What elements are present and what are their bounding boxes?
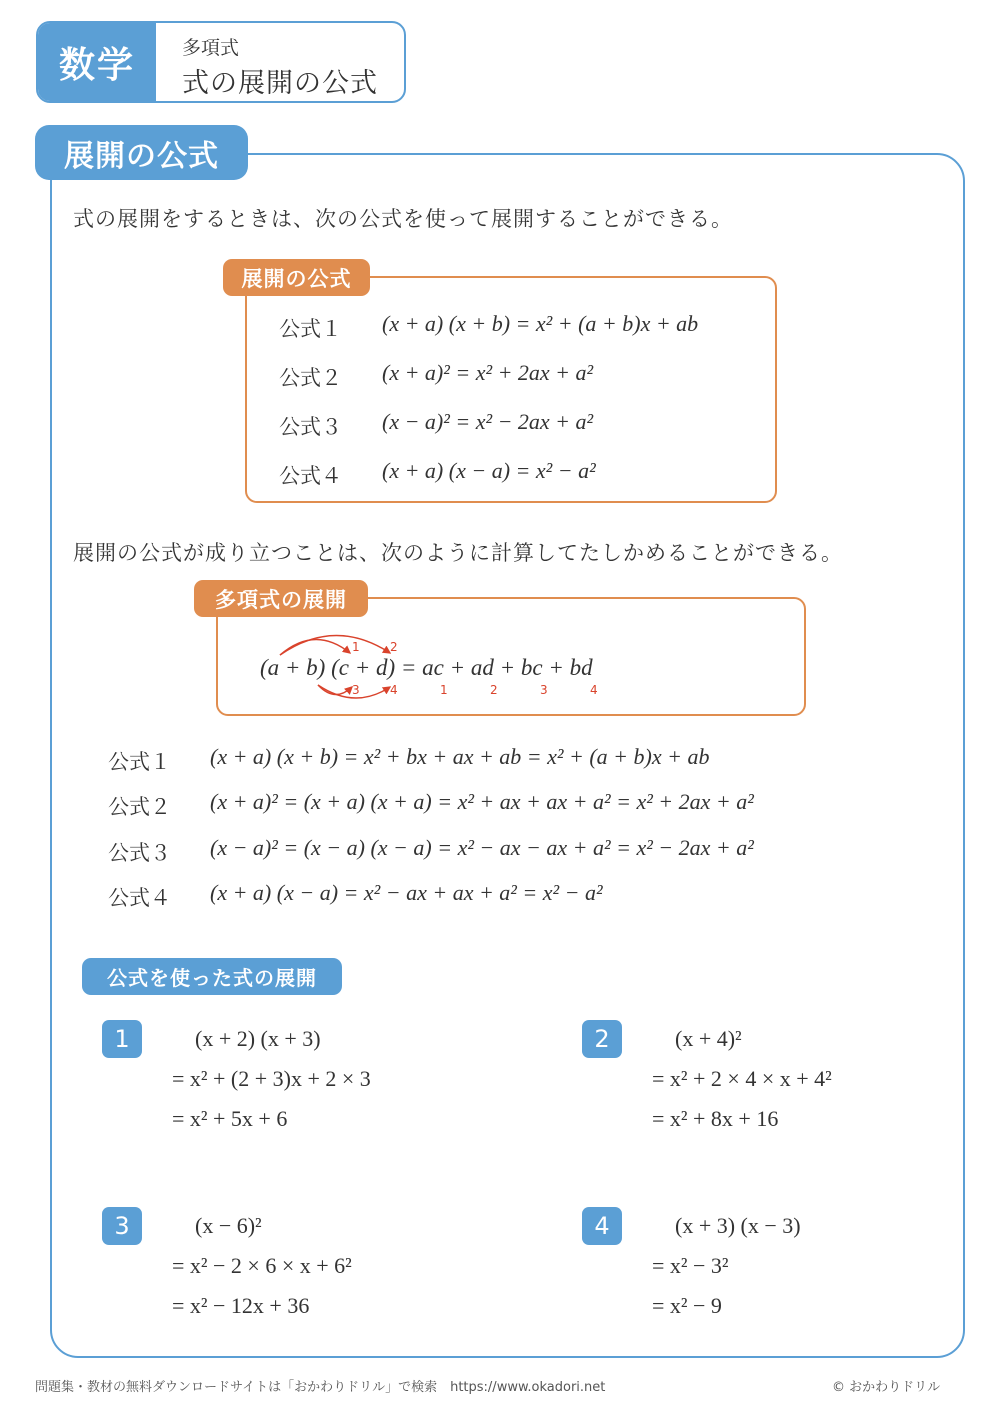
- example-line: (x + 3) (x − 3): [675, 1213, 801, 1238]
- example-line: = x² + 8x + 16: [652, 1106, 779, 1131]
- example-line: (x + 2) (x + 3): [195, 1026, 321, 1051]
- example-number: 4: [582, 1207, 622, 1245]
- formula-box-tab: 展開の公式: [223, 259, 370, 296]
- expansion-expr: (a + b) (c + d) = ac + ad + bc + bd: [260, 655, 593, 680]
- derivation-label: 公式１: [108, 750, 171, 774]
- example-line: = x² − 9: [652, 1293, 722, 1318]
- derivation-expr: (x + a)² = (x + a) (x + a) = x² + ax + ax + a² = x² + 2ax + a²: [210, 789, 754, 814]
- marker-2: 2: [390, 640, 398, 654]
- derivation-expr: (x − a)² = (x − a) (x − a) = x² − ax − ax + a² = x² − 2ax + a²: [210, 835, 754, 860]
- example-line: = x² − 2 × 6 × x + 6²: [172, 1253, 352, 1278]
- example-line: = x² − 3²: [652, 1253, 729, 1278]
- marker-4: 4: [390, 683, 398, 697]
- term-marker-2: 2: [490, 683, 498, 697]
- formula-expr: (x + a)² = x² + 2ax + a²: [382, 360, 594, 385]
- marker-1: 1: [352, 640, 360, 654]
- intro-text-2: 展開の公式が成り立つことは、次のように計算してたしかめることができる。: [73, 541, 843, 565]
- section-title: 展開の公式: [35, 125, 248, 180]
- formula-expr: (x + a) (x + b) = x² + (a + b)x + ab: [382, 311, 699, 336]
- page-title: 式の展開の公式: [182, 68, 378, 99]
- term-marker-3: 3: [540, 683, 548, 697]
- unit-label: 多項式: [182, 37, 240, 59]
- example-line: = x² − 12x + 36: [172, 1293, 310, 1318]
- example-line: = x² + 2 × 4 × x + 4²: [652, 1066, 832, 1091]
- formula-expr: (x + a) (x − a) = x² − a²: [382, 458, 596, 483]
- examples-tab: 公式を使った式の展開: [82, 958, 342, 995]
- header-box: [36, 21, 406, 103]
- example-number: 3: [102, 1207, 142, 1245]
- expansion-box-tab: 多項式の展開: [194, 580, 368, 617]
- formula-label: 公式４: [279, 464, 342, 488]
- formula-label: 公式２: [279, 366, 342, 390]
- derivation-expr: (x + a) (x + b) = x² + bx + ax + ab = x² + (a + b)x + ab: [210, 744, 710, 769]
- example-line: (x + 4)²: [675, 1026, 742, 1051]
- formula-label: 公式３: [279, 415, 342, 439]
- formula-label: 公式１: [279, 317, 342, 341]
- derivation-label: 公式３: [108, 841, 171, 865]
- arrow-3: [318, 685, 352, 695]
- example-number: 2: [582, 1020, 622, 1058]
- intro-text: 式の展開をするときは、次の公式を使って展開することができる。: [73, 207, 733, 231]
- example-line: = x² + (2 + 3)x + 2 × 3: [172, 1066, 371, 1091]
- term-marker-1: 1: [440, 683, 448, 697]
- arrow-2: [280, 635, 390, 655]
- footer-copyright: © おかわりドリル: [832, 1380, 941, 1395]
- marker-3: 3: [352, 683, 360, 697]
- example-number: 1: [102, 1020, 142, 1058]
- example-line: = x² + 5x + 6: [172, 1106, 288, 1131]
- footer-text: 問題集・教材の無料ダウンロードサイトは「おかわりドリル」で検索 https://www.okadori.net: [35, 1380, 606, 1395]
- derivation-label: 公式４: [108, 886, 171, 910]
- term-marker-4: 4: [590, 683, 598, 697]
- formula-expr: (x − a)² = x² − 2ax + a²: [382, 409, 594, 434]
- derivation-expr: (x + a) (x − a) = x² − ax + ax + a² = x² − a²: [210, 880, 603, 905]
- example-line: (x − 6)²: [195, 1213, 262, 1238]
- derivation-label: 公式２: [108, 795, 171, 819]
- subject-label: 数学: [38, 23, 156, 101]
- arrow-1: [280, 639, 350, 655]
